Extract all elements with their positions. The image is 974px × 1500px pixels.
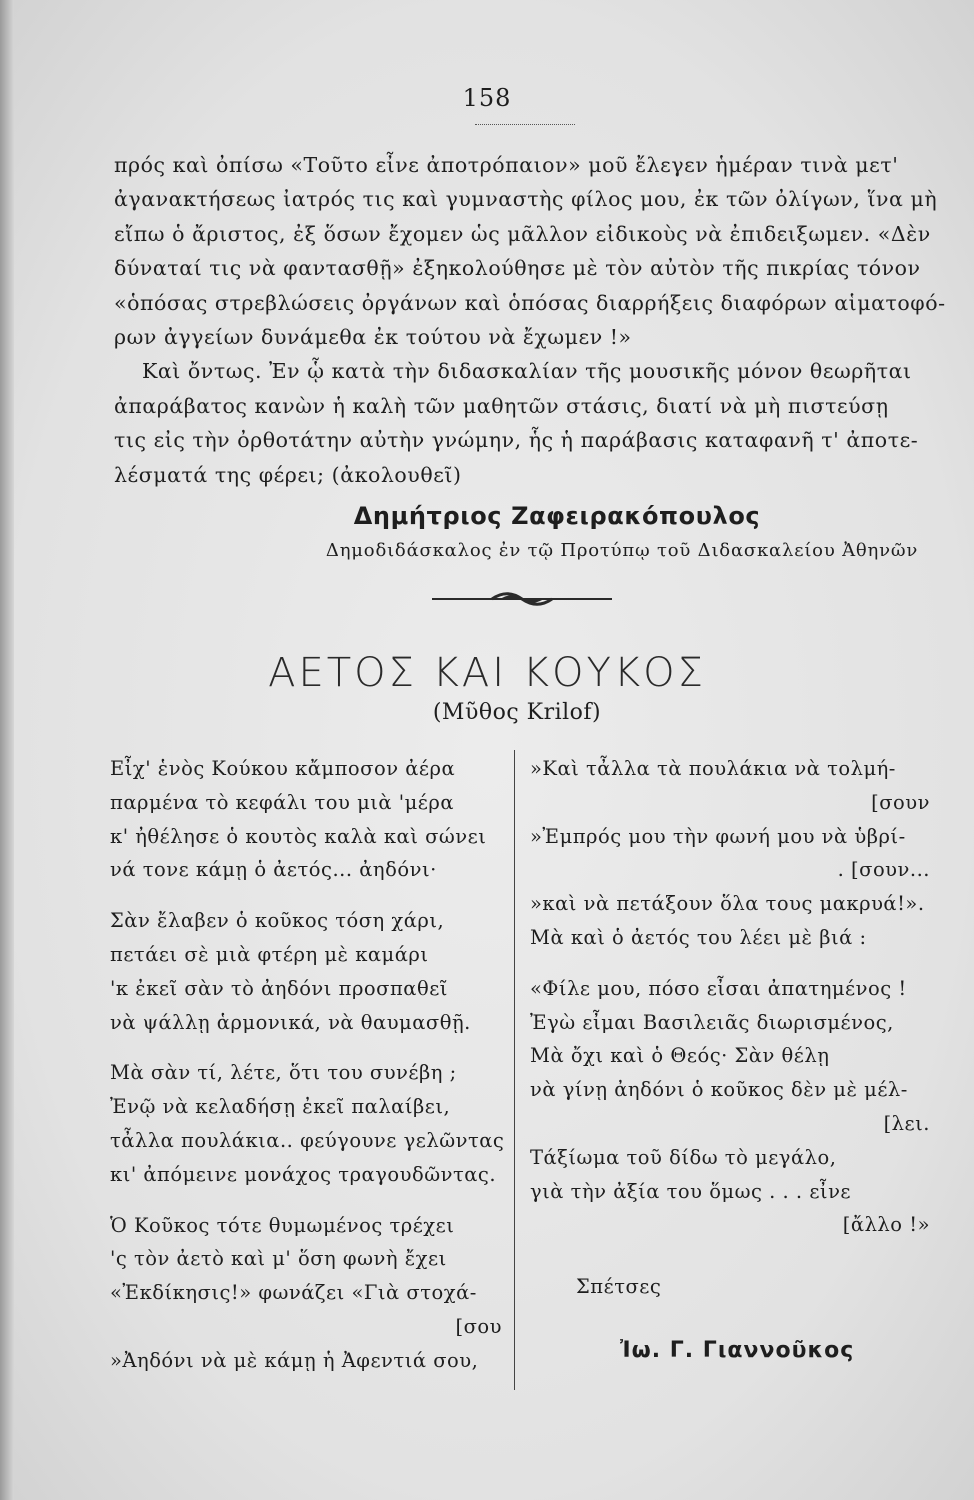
poem-author: Ἰω. Γ. Γιαννοῦκος — [620, 1337, 855, 1363]
prose-line: Καὶ ὄντως. Ἐν ᾧ κατὰ τὴν διδασκαλίαν τῆς μουσικῆς μόνον θεωρῆται — [142, 359, 912, 384]
poem-line: Τάξίωμα τοῦ δίδω τὸ μεγάλο, — [530, 1145, 837, 1169]
prose-line: ἀγανακτήσεως ἰατρός τις καὶ γυμναστὴς φίλος μου, ἐκ τῶν ὀλίγων, ἵνα μὴ — [114, 187, 938, 212]
prose-line: εἴπω ὁ ἄριστος, ἐξ ὅσων ἔχομεν ὡς μᾶλλον εἰδικοὺς νὰ ἐπιδειξωμεν. «Δὲν — [114, 221, 931, 246]
poem-line: πετάει σὲ μιὰ φτέρη μὲ καμάρι — [110, 942, 429, 966]
poem-line: Μὰ καὶ ὁ ἀετός του λέει μὲ βιά : — [530, 925, 867, 949]
poem-subtitle: (Μῦθος Krilof) — [432, 700, 602, 725]
article-author-affiliation: Δημοδιδάσκαλος ἐν τῷ Προτύπῳ τοῦ Διδασκαλείου Ἀθηνῶν — [325, 540, 919, 561]
poem-line: »Ἐμπρός μου τὴν φωνή μου νὰ ὑβρί- — [530, 824, 906, 848]
prose-line: πρός καὶ ὀπίσω «Τοῦτο εἶνε ἀποτρόπαιον» μοῦ ἔλεγεν ἡμέραν τινὰ μετ' — [114, 153, 899, 177]
article-author: Δημήτριος Ζαφειρακόπουλος — [353, 502, 761, 530]
page-number: 158 — [462, 84, 512, 112]
poem-line: Εἶχ' ἑνὸς Κούκου κἄμποσον ἀέρα — [110, 757, 456, 780]
poem-line: νά τονε κάμῃ ὁ ἀετός... ἀηδόνι· — [110, 858, 437, 882]
poem-line: »Ἀηδόνι νὰ μὲ κάμῃ ἡ Ἀφεντιά σου, — [110, 1348, 479, 1372]
poem-stanza — [110, 1056, 505, 1191]
poem-line-continuation: [ἄλλο !» — [842, 1213, 930, 1237]
prose-line: τις εἰς τὴν ὀρθοτάτην αὐτὴν γνώμην, ἧς ἡ παράβασις καταφανῆ τ' ἀποτε- — [114, 428, 919, 453]
poem-line: νὰ γίνῃ ἀηδόνι ὁ κοῦκος δὲν μὲ μέλ- — [530, 1078, 908, 1102]
poem-line-continuation: . [σουν... — [837, 858, 930, 882]
poem-line-continuation: [λει. — [883, 1111, 930, 1135]
poem-line: «Φίλε μου, πόσο εἶσαι ἀπατημένος ! — [530, 976, 907, 1000]
poem-line: Ἐνῷ νὰ κελαδήσῃ ἐκεῖ παλαίβει, — [110, 1095, 451, 1119]
poem-stanza — [110, 904, 502, 1039]
section-divider-ornament — [432, 588, 612, 610]
prose-line: λέσματά της φέρει; — [114, 462, 325, 487]
poem-line: κι' ἀπόμεινε μονάχος τραγουδῶντας. — [110, 1162, 497, 1186]
poem-line: Ὁ Κοῦκος τότε θυμωμένος τρέχει — [110, 1213, 455, 1237]
book-spine-shadow — [0, 0, 14, 1500]
poem-stanza — [530, 972, 930, 1242]
prose-paragraph — [114, 148, 946, 492]
page-number-rule — [475, 124, 575, 125]
poem-stanza — [110, 752, 502, 887]
poem-place: Σπέτσες — [576, 1275, 662, 1299]
continued-note: (ἀκολουθεῖ) — [331, 462, 462, 487]
poem-line-continuation: [σου — [455, 1314, 502, 1338]
poem-line-continuation: [σουν — [871, 790, 930, 814]
poem-line: νὰ ψάλλῃ ἁρμονικά, νὰ θαυμασθῇ. — [110, 1010, 471, 1034]
prose-line: «ὁπόσας στρεβλώσεις ὀργάνων καὶ ὁπόσας διαρρήξεις διαφόρων αἱματοφό- — [114, 290, 946, 315]
poem-line: 'κ ἐκεῖ σὰν τὸ ἀηδόνι προσπαθεῖ — [110, 976, 448, 1000]
poem-line: Ἐγὼ εἶμαι Βασιλειᾶς διωρισμένος, — [530, 1010, 894, 1034]
poem-line: τἆλλα πουλάκια.. φεύγουνε γελῶντας — [110, 1128, 505, 1152]
prose-last-line — [114, 458, 930, 492]
poem-stanza — [110, 1209, 502, 1378]
poem-right-column — [530, 752, 930, 1368]
poem-line: παρμένα τὸ κεφάλι του μιὰ 'μέρα — [110, 790, 455, 814]
column-divider — [514, 750, 515, 1390]
poem-line: «Ἐκδίκησις!» φωνάζει «Γιὰ στοχά- — [110, 1281, 477, 1305]
prose-line: ἀπαράβατος κανὼν ἡ καλὴ τῶν μαθητῶν στάσις, διατί νὰ μὴ πιστεύσῃ — [114, 393, 889, 418]
poem-line: γιὰ τὴν ἀξία του ὅμως . . . εἶνε — [530, 1179, 852, 1203]
poem-line: Μὰ ὄχι καὶ ὁ Θεός· Σὰν θέλῃ — [530, 1044, 830, 1068]
prose-line: ρων ἀγγείων δυνάμεθα ἐκ τούτου νὰ ἔχωμεν !» — [114, 325, 632, 350]
poem-title: ΑΕΤΟΣ ΚΑΙ ΚΟΥΚΟΣ — [268, 650, 706, 696]
poem-line: »καὶ νὰ πετάξουν ὅλα τους μακρυά!». — [530, 892, 925, 916]
prose-line: δύναταί τις νὰ φαντασθῇ» ἐξηκολούθησε μὲ τὸν αὐτὸν τῆς πικρίας τόνον — [114, 256, 921, 281]
poem-left-column — [110, 752, 505, 1395]
poem-line: Σὰν ἔλαβεν ὁ κοῦκος τόση χάρι, — [110, 909, 445, 933]
poem-line: κ' ἠθέλησε ὁ κουτὸς καλὰ καὶ σώνει — [110, 824, 487, 848]
poem-line: 'ς τὸν ἀετὸ καὶ μ' ὅση φωνὴ ἔχει — [110, 1247, 447, 1271]
poem-line: »Καὶ τἆλλα τὰ πουλάκια νὰ τολμή- — [530, 757, 896, 780]
poem-line: Μὰ σὰν τί, λέτε, ὅτι του συνέβη ; — [110, 1061, 457, 1085]
poem-stanza — [530, 752, 930, 955]
